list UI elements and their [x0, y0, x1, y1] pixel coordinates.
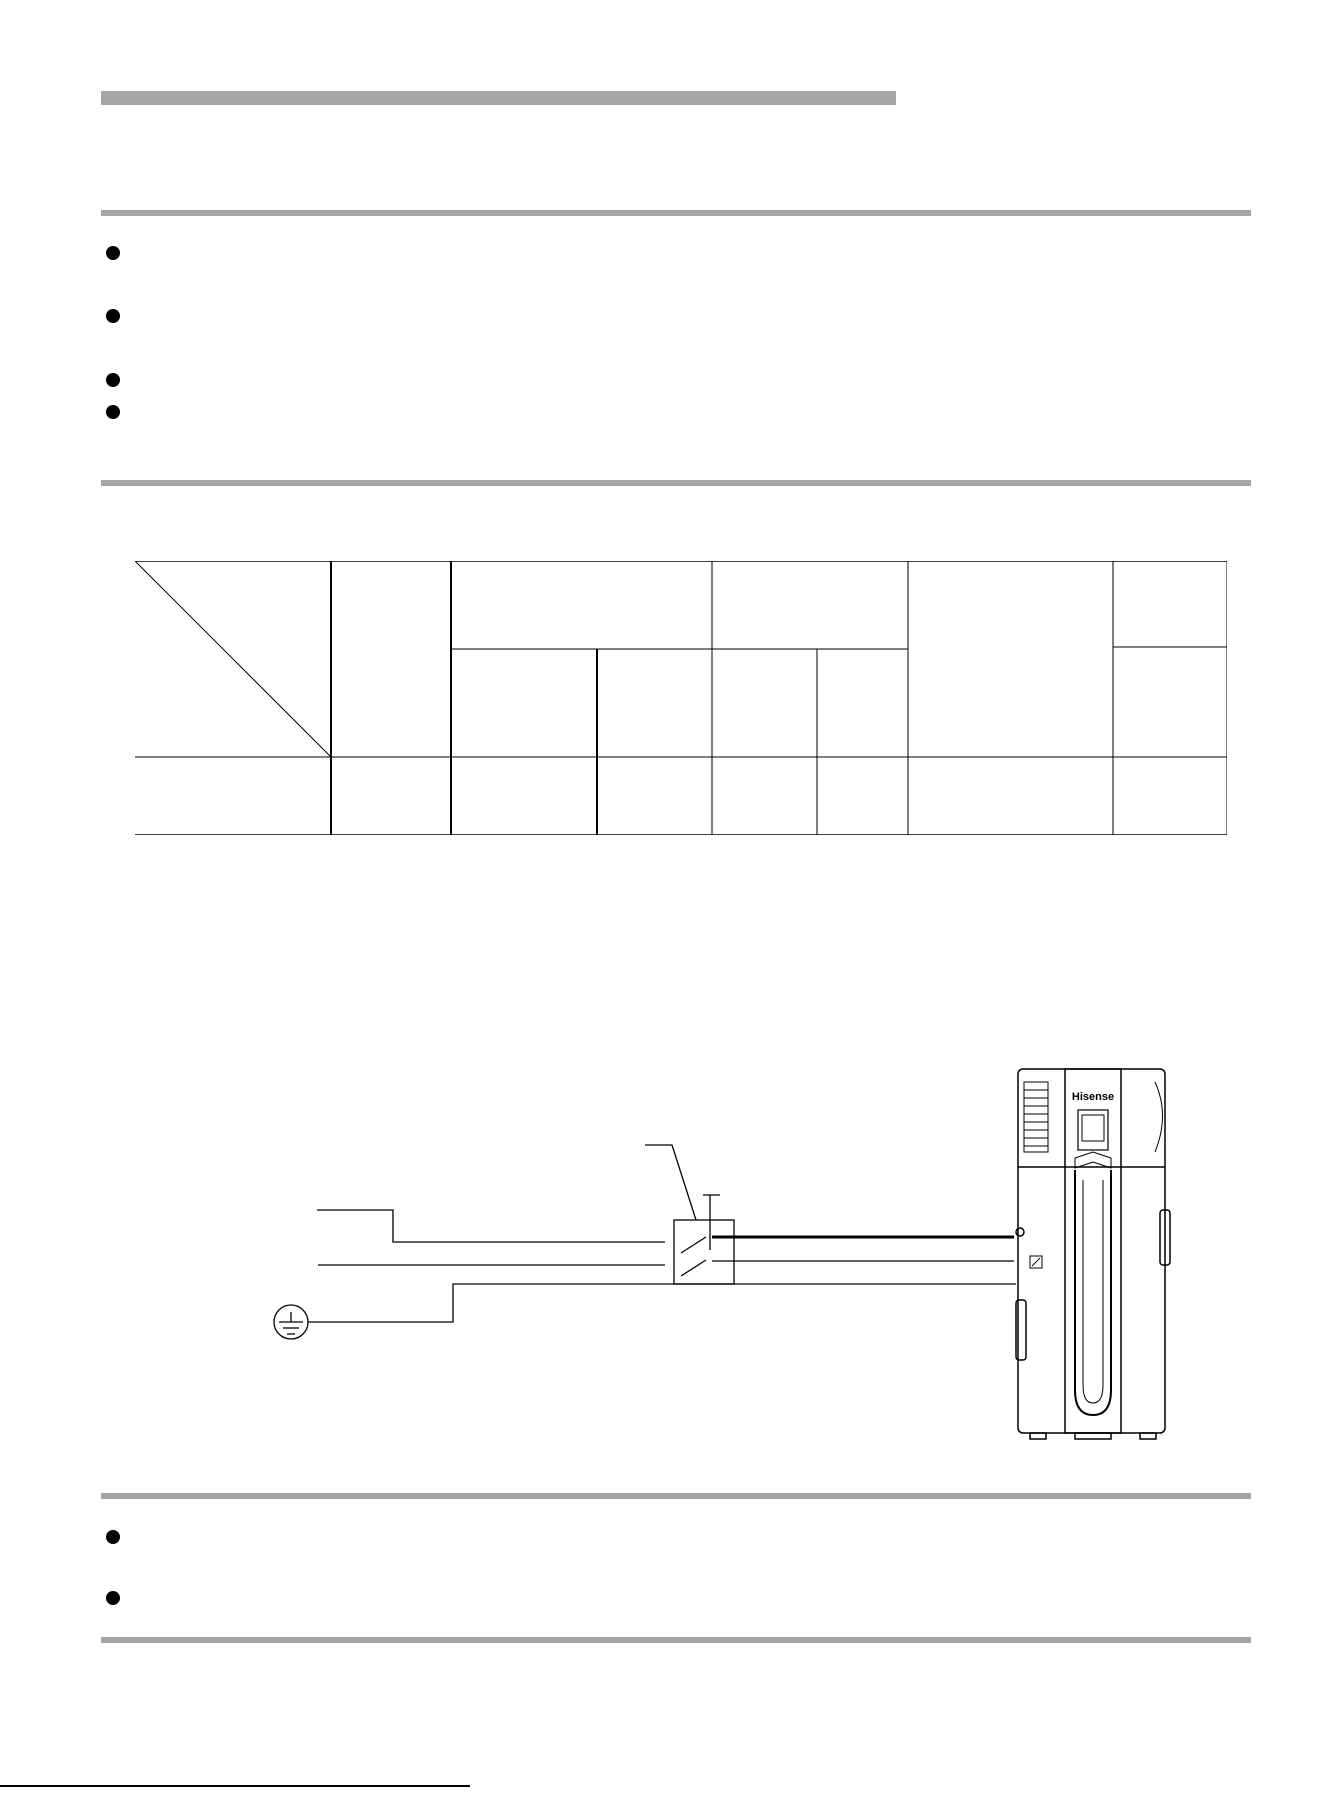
brand-label: Hisense [1071, 1091, 1115, 1103]
spec-table-grid [135, 561, 1227, 835]
bullet-marker [106, 246, 120, 260]
switch-leader-line [645, 1145, 696, 1220]
bullet-marker [106, 1591, 120, 1605]
wiring-diagram [0, 1060, 1324, 1460]
section-rule-4 [101, 1637, 1251, 1643]
bullet-marker [106, 405, 120, 419]
section-rule-1 [101, 210, 1251, 216]
switch-contact-1 [681, 1237, 706, 1253]
bullet-marker [106, 373, 120, 387]
section-rule-2 [101, 480, 1251, 486]
section-rule-3 [101, 1493, 1251, 1499]
water-heater-unit [1016, 1069, 1170, 1439]
bullet-marker [106, 309, 120, 323]
bullet-marker [106, 1530, 120, 1544]
switch-contact-2 [681, 1260, 706, 1276]
wiring-diagram-svg [0, 1060, 1324, 1460]
footer-line [0, 1785, 470, 1787]
earth-wire [308, 1284, 1016, 1322]
spec-table [135, 561, 1227, 835]
page-title-bar [101, 91, 896, 105]
live-wire [317, 1210, 665, 1242]
